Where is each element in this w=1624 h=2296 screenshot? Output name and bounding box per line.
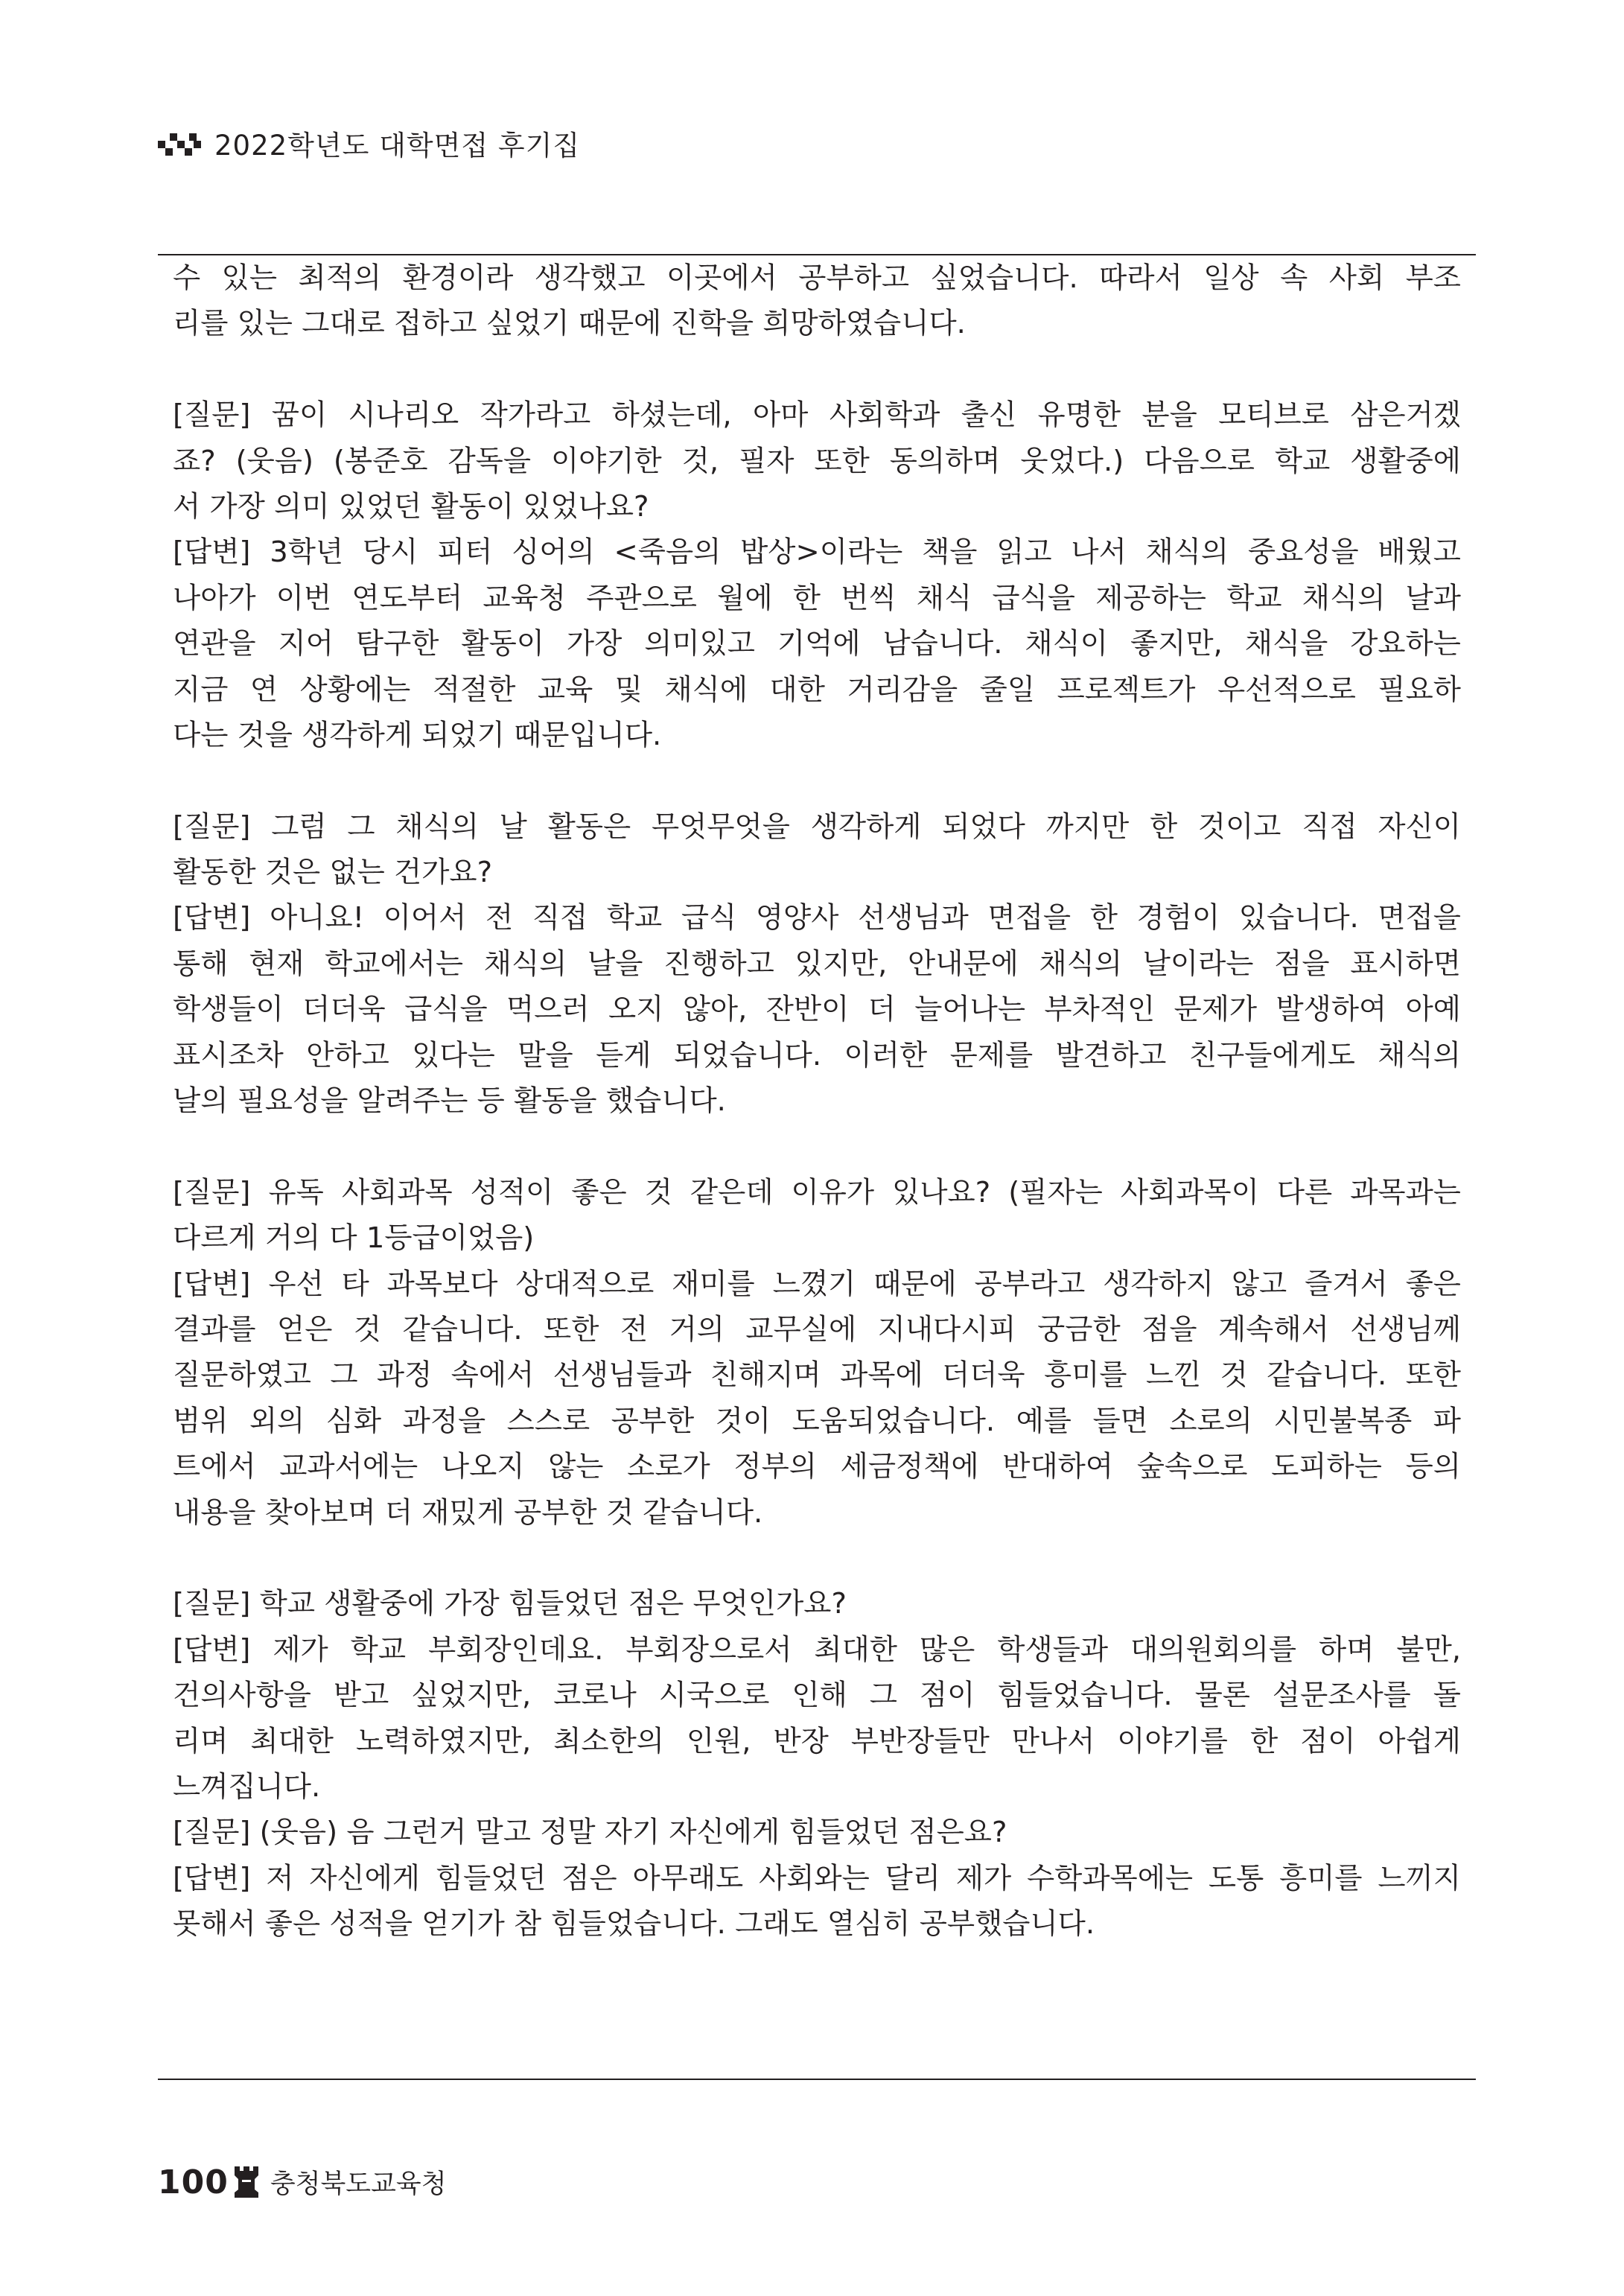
footer-organization: 충청북도교육청 [270,2169,447,2199]
blank-line [173,347,1461,392]
body-text [173,255,1461,1947]
text-line: [답변] 3학년 당시 피터 싱어의 <죽음의 밥상>이라는 책을 읽고 나서 채식의 중요성을 배웠고 [173,535,1461,570]
text-line: [질문] 그럼 그 채식의 날 활동은 무엇무엇을 생각하게 되었다 까지만 한 것이고 직접 자신이 [173,810,1461,844]
page-footer [158,2160,447,2204]
text-line: 트에서 교과서에는 나오지 않는 소로가 정부의 세금정책에 반대하여 숲속으로 도피하는 등의 [173,1450,1461,1484]
text-line: 못해서 좋은 성적을 얻기가 참 힘들었습니다. 그래도 열심히 공부했습니다. [173,1907,1095,1942]
header-title: 2022학년도 대학면접 후기집 [214,130,581,162]
text-line: 느껴집니다. [173,1769,321,1804]
blank-line [173,1536,1461,1581]
text-line: 날의 필요성을 알려주는 등 활동을 했습니다. [173,1084,726,1119]
text-line: [답변] 우선 타 과목보다 상대적으로 재미를 느꼈기 때문에 공부라고 생각하지 않고 즐겨서 좋은 [173,1267,1461,1301]
text-line: [답변] 제가 학교 부회장인데요. 부회장으로서 최대한 많은 학생들과 대의원회의를 하며 불만, [173,1632,1461,1667]
text-line: [답변] 저 자신에게 힘들었던 점은 아무래도 사회와는 달리 제가 수학과목에는 도통 흥미를 느끼지 [173,1861,1461,1895]
text-line: 학생들이 더더욱 급식을 먹으러 오지 않아, 잔반이 더 늘어나는 부차적인 문제가 발생하여 아예 [173,993,1461,1027]
text-line: 질문하였고 그 과정 속에서 선생님들과 친해지며 과목에 더더욱 흥미를 느낀 것 같습니다. 또한 [173,1358,1461,1393]
text-line: [질문] 유독 사회과목 성적이 좋은 것 같은데 이유가 있나요? (필자는 사회과목이 다른 과목과는 [173,1175,1461,1209]
text-line: 건의사항을 받고 싶었지만, 코로나 시국으로 인해 그 점이 힘들었습니다. 물론 설문조사를 돌 [173,1679,1461,1713]
text-line: 연관을 지어 탐구한 활동이 가장 의미있고 기억에 남습니다. 채식이 좋지만, 채식을 강요하는 [173,627,1461,661]
text-line: 내용을 찾아보며 더 재밌게 공부한 것 같습니다. [173,1495,763,1530]
text-line: [질문] 학교 생활중에 가장 힘들었던 점은 무엇인가요? [173,1587,847,1621]
text-line: 리를 있는 그대로 접하고 싶었기 때문에 진학을 희망하였습니다. [173,307,966,341]
text-line: 나아가 이번 연도부터 교육청 주관으로 월에 한 번씩 채식 급식을 제공하는 학교 채식의 날과 [173,581,1461,615]
blank-line [173,1124,1461,1169]
text-line: 다는 것을 생각하게 되었기 때문입니다. [173,718,662,752]
text-line: 활동한 것은 없는 건가요? [173,856,493,890]
page-number: 100 [158,2163,229,2201]
text-line: 리며 최대한 노력하였지만, 최소한의 인원, 반장 부반장들만 만나서 이야기를 한 점이 아쉽게 [173,1724,1461,1758]
text-line: [질문] (웃음) 음 그런거 말고 정말 자기 자신에게 힘들었던 점은요? [173,1816,1007,1850]
dots-mark-icon [158,130,201,156]
text-line: 지금 연 상황에는 적절한 교육 및 채식에 대한 거리감을 줄일 프로젝트가 우선적으로 필요하 [173,672,1461,707]
text-line: 범위 외의 심화 과정을 스스로 공부한 것이 도움되었습니다. 예를 들면 소로의 시민불복종 파 [173,1404,1461,1438]
text-line: 결과를 얻은 것 같습니다. 또한 전 거의 교무실에 지내다시피 궁금한 점을 계속해서 선생님께 [173,1312,1461,1346]
chess-rook-logo-icon [232,2165,261,2199]
bottom-divider [158,2079,1476,2080]
text-line: 다르게 거의 다 1등급이었음) [173,1221,535,1256]
text-line: [답변] 아니요! 이어서 전 직접 학교 급식 영양사 선생님과 면접을 한 경험이 있습니다. 면접을 [173,901,1461,935]
text-line: 서 가장 의미 있었던 활동이 있었나요? [173,489,649,524]
page-header [158,122,580,164]
text-line: 수 있는 최적의 환경이라 생각했고 이곳에서 공부하고 싶었습니다. 따라서 일상 속 사회 부조 [173,261,1461,295]
blank-line [173,758,1461,804]
text-line: 표시조차 안하고 있다는 말을 듣게 되었습니다. 이러한 문제를 발견하고 친구들에게도 채식의 [173,1038,1461,1072]
text-line: 죠? (웃음) (봉준호 감독을 이야기한 것, 필자 또한 동의하며 웃었다.) 다음으로 학교 생활중에 [173,444,1461,478]
text-line: [질문] 꿈이 시나리오 작가라고 하셨는데, 아마 사회학과 출신 유명한 분을 모티브로 삼은거겠 [173,398,1461,433]
text-line: 통해 현재 학교에서는 채식의 날을 진행하고 있지만, 안내문에 채식의 날이라는 점을 표시하면 [173,947,1461,981]
